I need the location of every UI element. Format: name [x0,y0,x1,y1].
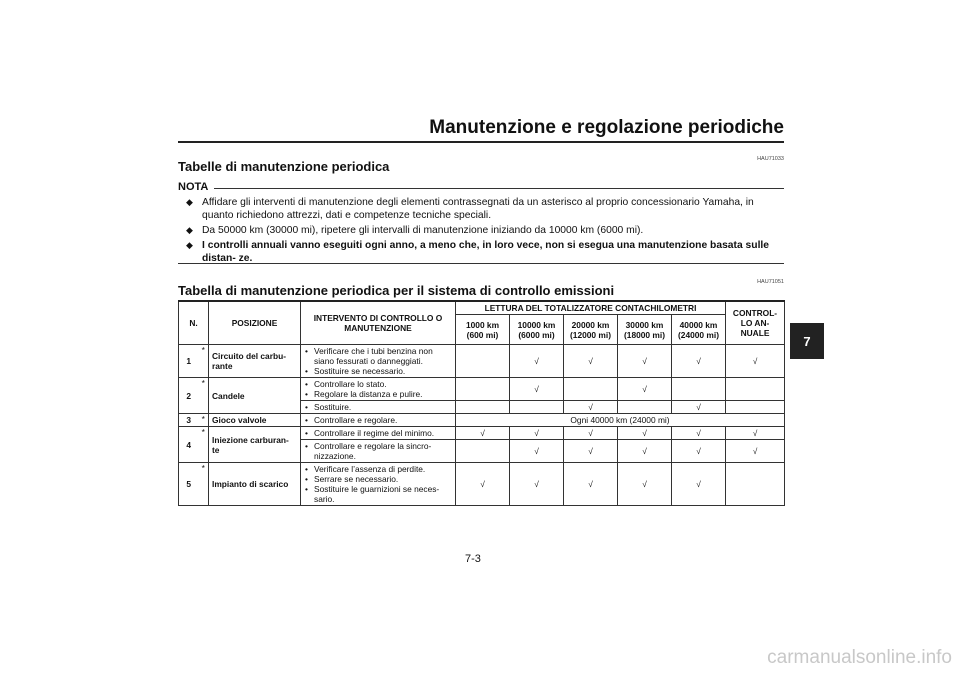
check-mark: √ [564,345,618,378]
check-mark [456,345,510,378]
header-km: 20000 km (12000 mi) [564,315,618,345]
check-mark [726,378,785,401]
page-title: Manutenzione e regolazione periodiche [429,117,784,138]
check-mark: √ [510,463,564,506]
intervention-cell [301,345,456,378]
check-mark: √ [618,345,672,378]
position-cell: Candele [209,378,301,414]
header-km: 1000 km (600 mi) [456,315,510,345]
intervention-item: • Controllare lo stato. [304,379,452,389]
check-mark: √ [672,427,726,440]
check-mark: √ [672,463,726,506]
nota-divider [214,188,784,189]
position-cell: Circuito del carbu- rante [209,345,301,378]
check-mark [564,378,618,401]
asterisk-mark: * [199,378,209,414]
check-mark: √ [510,427,564,440]
page-number: 7-3 [465,553,481,565]
table-row [179,378,785,401]
check-mark: √ [618,463,672,506]
row-number: 4 [179,427,199,463]
check-mark: √ [618,427,672,440]
header-km: 40000 km (24000 mi) [672,315,726,345]
check-mark: √ [456,427,510,440]
table-row [179,414,785,427]
intervention-item: • Serrare se necessario. [304,474,452,484]
check-mark: √ [672,401,726,414]
intervention-cell [301,414,456,427]
check-mark: √ [618,440,672,463]
intervention-item: • Controllare e regolare la sincro- nizzazione. [304,441,452,461]
row-number: 5 [179,463,199,506]
table-row [179,427,785,440]
interval-note: Ogni 40000 km (24000 mi) [456,414,785,427]
section-title: Tabelle di manutenzione periodica [178,159,390,174]
check-mark: √ [510,440,564,463]
check-mark: √ [672,345,726,378]
intervention-item: • Sostituire. [304,402,452,412]
section-title: Tabella di manutenzione periodica per il sistema di controllo emissioni [178,283,615,298]
row-number: 1 [179,345,199,378]
intervention-item: • Controllare e regolare. [304,415,452,425]
check-mark: √ [618,378,672,401]
check-mark [726,401,785,414]
header-n: N. [179,301,209,345]
check-mark [672,378,726,401]
check-mark: √ [456,463,510,506]
position-cell: Iniezione carburan- te [209,427,301,463]
header-controllo-annuale: CONTROL- LO AN- NUALE [726,301,785,345]
chapter-tab[interactable]: 7 [790,323,824,359]
intervention-cell [301,378,456,401]
nota-label: NOTA [178,181,209,193]
table-row [179,463,785,506]
check-mark: √ [510,378,564,401]
check-mark [456,401,510,414]
intervention-cell [301,463,456,506]
nota-item: ◆ Affidare gli interventi di manutenzione degli elementi contrassegnati da un asterisco al proprio concessionario Yamaha, in quanto richiedono attrezzi, dati e competenze tecniche speciali. [186,196,784,222]
check-mark [456,378,510,401]
maintenance-table [178,300,785,506]
check-mark: √ [564,427,618,440]
table-row [179,345,785,378]
asterisk-mark: * [199,427,209,463]
check-mark: √ [564,401,618,414]
check-mark [618,401,672,414]
check-mark: √ [510,345,564,378]
header-km: 10000 km (6000 mi) [510,315,564,345]
intervention-cell [301,427,456,440]
check-mark [510,401,564,414]
intervention-cell [301,440,456,463]
row-number: 3 [179,414,199,427]
header-lettura: LETTURA DEL TOTALIZZATORE CONTACHILOMETRI [456,301,726,315]
intervention-item: • Regolare la distanza e pulire. [304,389,452,399]
header-km: 30000 km (18000 mi) [618,315,672,345]
check-mark: √ [564,463,618,506]
check-mark: √ [564,440,618,463]
header-posizione: POSIZIONE [209,301,301,345]
check-mark: √ [726,440,785,463]
nota-list [186,196,784,267]
intervention-item: • Verificare che i tubi benzina non siano fessurati o danneggiati. [304,346,452,366]
nota-divider [178,263,784,264]
position-cell: Gioco valvole [209,414,301,427]
row-number: 2 [179,378,199,414]
check-mark: √ [726,427,785,440]
check-mark: √ [672,440,726,463]
watermark: carmanualsonline.info [767,647,952,668]
nota-item: ◆ Da 50000 km (30000 mi), ripetere gli intervalli di manutenzione iniziando da 10000 km (6000 mi). [186,224,784,237]
header-intervento: INTERVENTO DI CONTROLLO O MANUTENZIONE [301,301,456,345]
section-code: HAU71051 [757,279,784,285]
section-code: HAU71033 [757,156,784,162]
intervention-item: • Controllare il regime del minimo. [304,428,452,438]
title-rule [178,141,784,143]
check-mark: √ [726,345,785,378]
intervention-item: • Verificare l’assenza di perdite. [304,464,452,474]
asterisk-mark: * [199,345,209,378]
asterisk-mark: * [199,463,209,506]
check-mark [726,463,785,506]
asterisk-mark: * [199,414,209,427]
check-mark [456,440,510,463]
intervention-item: • Sostituire le guarnizioni se neces- sario. [304,484,452,504]
intervention-item: • Sostituire se necessario. [304,366,452,376]
nota-item: ◆ I controlli annuali vanno eseguiti ogni anno, a meno che, in loro vece, non si esegua una manutenzione basata sulle distan- ze. [186,239,784,265]
position-cell: Impianto di scarico [209,463,301,506]
intervention-cell [301,401,456,414]
